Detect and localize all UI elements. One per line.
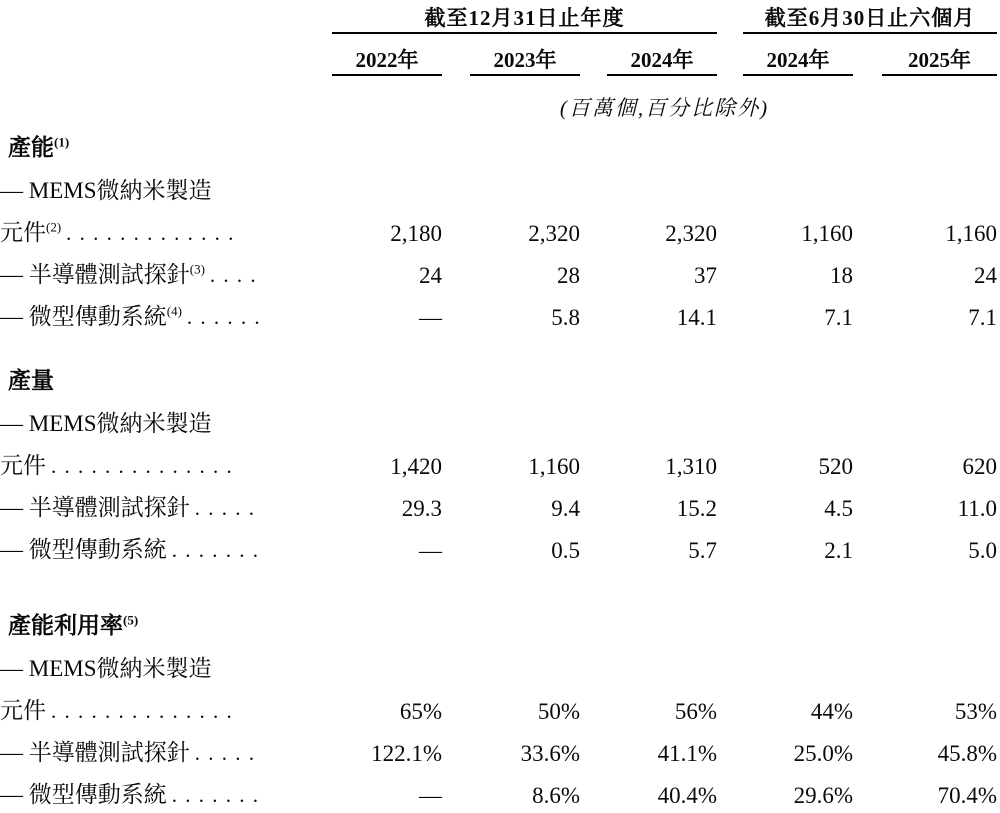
value-cell: 520 bbox=[818, 454, 853, 479]
dot-leader: . . . . . . bbox=[186, 305, 262, 329]
value-cell: 24 bbox=[419, 263, 442, 288]
value-cell: 4.5 bbox=[824, 496, 853, 521]
dot-leader: . . . . . . . bbox=[171, 783, 260, 807]
value-cell: 0.5 bbox=[551, 538, 580, 563]
row-label-mems-line1: — MEMS微納米製造 bbox=[0, 411, 212, 436]
value-cell: 5.8 bbox=[551, 305, 580, 330]
value-cell: 1,310 bbox=[665, 454, 717, 479]
value-cell: 2,180 bbox=[390, 221, 442, 246]
row-label: — 半導體測試探針 bbox=[0, 495, 190, 520]
value-cell: 45.8% bbox=[937, 741, 998, 766]
section-title-utilization-row bbox=[0, 568, 997, 645]
value-cell: 2,320 bbox=[528, 221, 580, 246]
section-title-output-row bbox=[0, 335, 997, 400]
value-cell: 620 bbox=[962, 454, 998, 479]
value-cell: 7.1 bbox=[824, 305, 853, 330]
footnote-marker: (4) bbox=[166, 303, 182, 319]
row-label: 元件 bbox=[0, 698, 46, 723]
period-group-six-months: 截至6月30日止六個月 bbox=[743, 0, 997, 33]
value-cell: 5.0 bbox=[968, 538, 998, 563]
unit-note: (百萬個,百分比除外) bbox=[559, 96, 770, 120]
value-cell: 122.1% bbox=[371, 741, 442, 766]
value-cell: 24 bbox=[974, 263, 998, 288]
value-cell: 5.7 bbox=[688, 538, 717, 563]
year-col-2024-h1: 2024年 bbox=[743, 33, 853, 75]
dot-leader: . . . . . bbox=[194, 741, 256, 765]
value-cell: 1,160 bbox=[528, 454, 580, 479]
row-label: — 半導體測試探針 bbox=[0, 262, 190, 287]
dot-leader: . . . . bbox=[209, 263, 258, 287]
row-label-spacer bbox=[0, 0, 332, 33]
year-header-row bbox=[0, 33, 997, 75]
value-cell: 29.6% bbox=[793, 783, 853, 808]
dot-leader: . . . . . . . . . . . . . . bbox=[51, 454, 234, 478]
footnote-marker: (3) bbox=[189, 261, 205, 277]
row-label: — 微型傳動系統 bbox=[0, 782, 167, 807]
row-label: 元件 bbox=[0, 220, 46, 245]
footnote-marker: (5) bbox=[123, 612, 139, 628]
value-cell: 14.1 bbox=[676, 305, 717, 330]
unit-note-row bbox=[0, 75, 997, 122]
section-title-capacity: 產能 bbox=[8, 135, 54, 160]
value-cell: 70.4% bbox=[937, 783, 998, 808]
value-cell: 37 bbox=[694, 263, 717, 288]
dot-leader: . . . . . bbox=[194, 496, 256, 520]
value-cell: 50% bbox=[537, 699, 580, 724]
label-line-row bbox=[0, 400, 997, 442]
row-label-spacer bbox=[0, 33, 332, 75]
table-row-output-actuators bbox=[0, 526, 997, 568]
dot-leader: . . . . . . . bbox=[171, 538, 260, 562]
value-cell: 33.6% bbox=[520, 741, 580, 766]
dot-leader: . . . . . . . . . . . . . bbox=[66, 221, 235, 245]
value-cell: — bbox=[419, 538, 442, 563]
label-line-row bbox=[0, 167, 997, 209]
value-cell: 53% bbox=[954, 699, 998, 724]
table-row-capacity-mems bbox=[0, 209, 997, 251]
value-cell: 40.4% bbox=[657, 783, 717, 808]
value-cell: 15.2 bbox=[676, 496, 717, 521]
value-cell: 18 bbox=[830, 263, 853, 288]
period-group-annual: 截至12月31日止年度 bbox=[332, 0, 717, 33]
value-cell: 29.3 bbox=[401, 496, 442, 521]
year-col-2023: 2023年 bbox=[470, 33, 580, 75]
value-cell: 9.4 bbox=[551, 496, 580, 521]
row-label: 元件 bbox=[0, 453, 46, 478]
row-label-mems-line1: — MEMS微納米製造 bbox=[0, 178, 212, 203]
value-cell: 1,160 bbox=[801, 221, 853, 246]
row-label-mems-line1: — MEMS微納米製造 bbox=[0, 656, 212, 681]
year-col-2025-h1: 2025年 bbox=[882, 33, 997, 75]
table-row-output-probes bbox=[0, 484, 997, 526]
year-col-2022: 2022年 bbox=[332, 33, 442, 75]
row-label: — 半導體測試探針 bbox=[0, 740, 190, 765]
value-cell: 2,320 bbox=[665, 221, 717, 246]
label-line-row bbox=[0, 645, 997, 687]
footnote-marker: (1) bbox=[54, 134, 70, 150]
section-title-output: 產量 bbox=[8, 368, 54, 393]
value-cell: 1,420 bbox=[390, 454, 442, 479]
footnote-marker: (2) bbox=[46, 219, 62, 235]
table-row-utilization-actuators bbox=[0, 771, 997, 813]
table-row-utilization-probes bbox=[0, 729, 997, 771]
value-cell: — bbox=[419, 305, 442, 330]
value-cell: 11.0 bbox=[957, 496, 998, 521]
row-label: — 微型傳動系統 bbox=[0, 304, 167, 329]
value-cell: 2.1 bbox=[824, 538, 853, 563]
value-cell: 28 bbox=[557, 263, 580, 288]
value-cell: 41.1% bbox=[657, 741, 717, 766]
value-cell: 44% bbox=[810, 699, 853, 724]
dot-leader: . . . . . . . . . . . . . . bbox=[51, 699, 234, 723]
value-cell: 65% bbox=[399, 699, 442, 724]
row-label-spacer bbox=[0, 75, 332, 122]
year-col-2024: 2024年 bbox=[607, 33, 717, 75]
table-row-capacity-actuators bbox=[0, 293, 997, 335]
table-row-capacity-probes bbox=[0, 251, 997, 293]
table-row-utilization-mems bbox=[0, 687, 997, 729]
section-title-capacity-row bbox=[0, 122, 997, 167]
value-cell: 25.0% bbox=[793, 741, 853, 766]
section-title-utilization: 產能利用率 bbox=[8, 613, 123, 638]
period-group-header-row bbox=[0, 0, 997, 33]
value-cell: 7.1 bbox=[968, 305, 998, 330]
value-cell: 1,160 bbox=[945, 221, 998, 246]
group-gap bbox=[717, 0, 743, 33]
value-cell: 56% bbox=[674, 699, 717, 724]
table-row-output-mems bbox=[0, 442, 997, 484]
row-label: — 微型傳動系統 bbox=[0, 537, 167, 562]
value-cell: 8.6% bbox=[532, 783, 580, 808]
value-cell: — bbox=[419, 783, 442, 808]
